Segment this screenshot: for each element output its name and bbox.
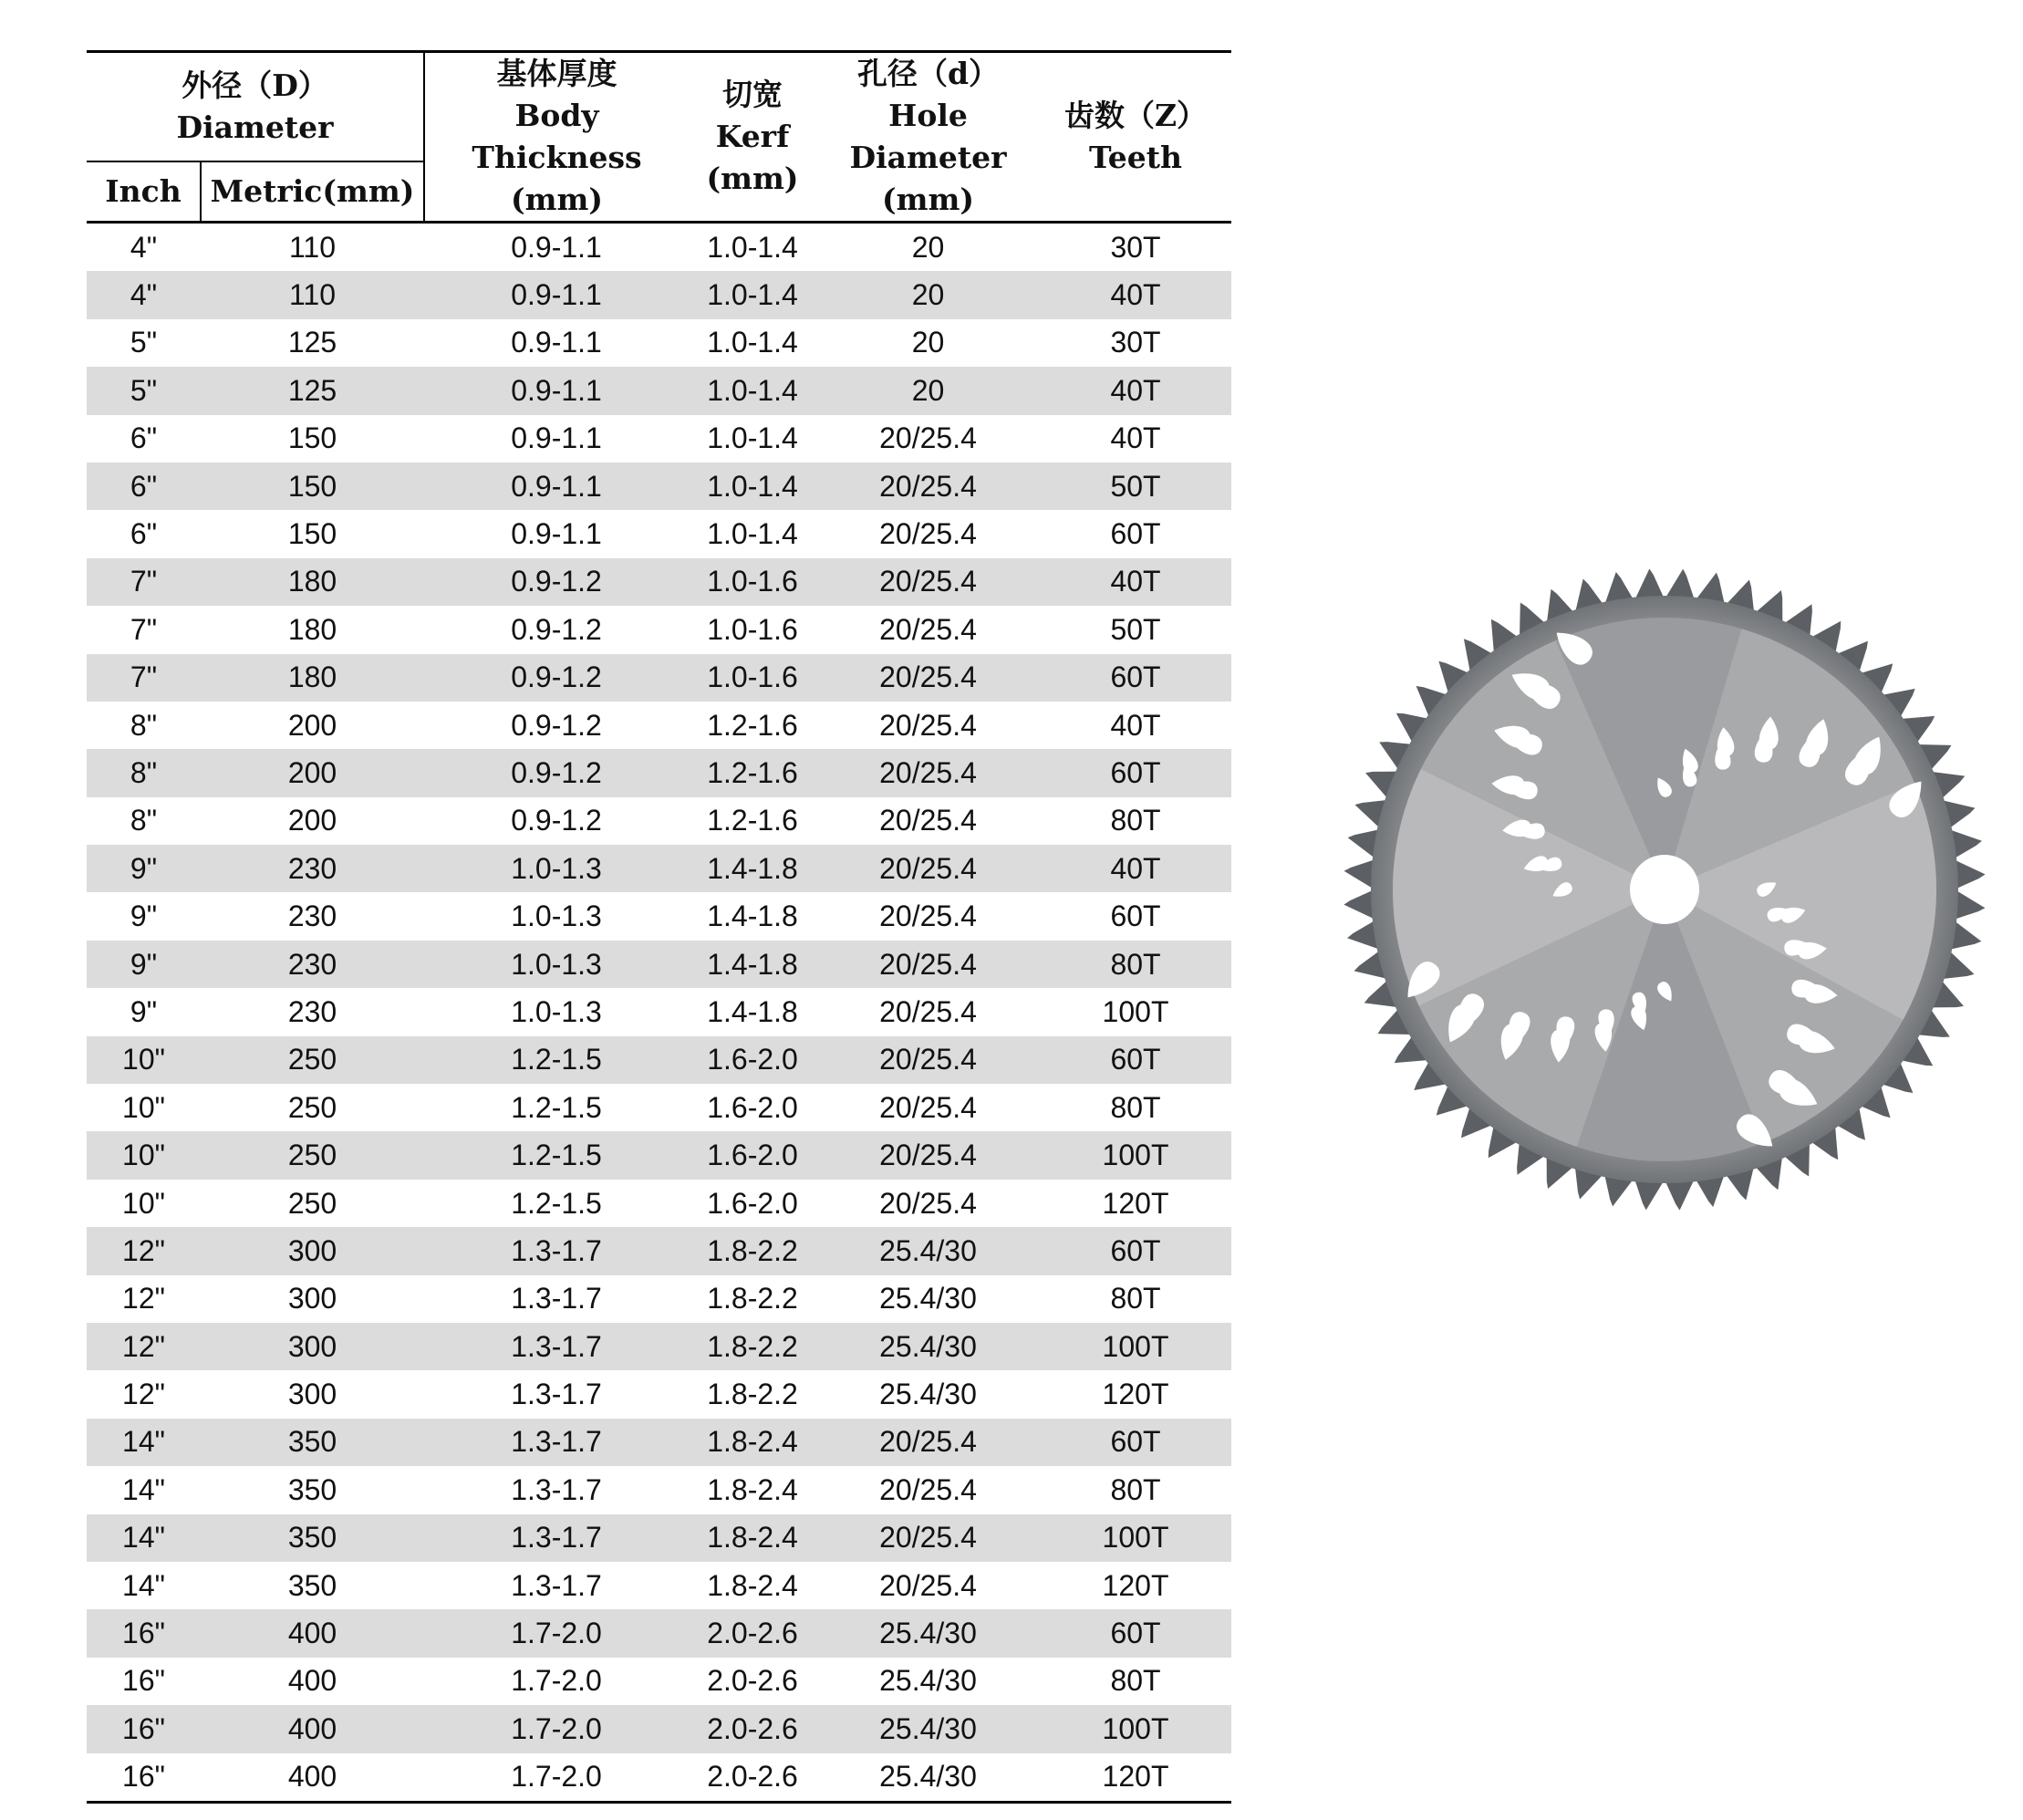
saw-blade-image [1327, 552, 2002, 1227]
cell-inch: 6" [130, 421, 158, 455]
cell-body-thickness: 1.3-1.7 [424, 1227, 689, 1274]
cell-teeth: 50T [1040, 463, 1231, 510]
cell-hole-diameter: 20/25.4 [879, 804, 977, 837]
cell-metric: 230 [201, 941, 424, 988]
table-row [87, 1753, 1231, 1803]
header-teeth-en: Teeth [1089, 140, 1183, 175]
header-body-cn: 基体厚度 [496, 56, 617, 91]
cell-body-thickness: 1.3-1.7 [511, 1472, 602, 1506]
header-body-en: Body Thickness [472, 98, 642, 175]
cell-kerf: 1.0-1.4 [689, 367, 816, 414]
cell-teeth: 40T [1110, 708, 1161, 742]
cell-body-thickness: 1.3-1.7 [424, 1514, 689, 1562]
table-row [87, 271, 1231, 318]
cell-hole-diameter: 20/25.4 [879, 708, 977, 742]
cell-kerf: 1.6-2.0 [689, 1036, 816, 1084]
cell-metric: 350 [287, 1568, 337, 1602]
cell-hole-diameter: 20/25.4 [879, 517, 977, 551]
cell-body-thickness: 0.9-1.2 [511, 708, 602, 742]
cell-body-thickness: 0.9-1.2 [511, 612, 602, 646]
header-kerf-unit: (mm) [706, 161, 799, 196]
cell-hole-diameter: 20/25.4 [816, 654, 1040, 702]
header-teeth [1040, 52, 1231, 223]
cell-kerf: 1.8-2.4 [689, 1514, 816, 1562]
cell-kerf: 1.8-2.2 [689, 1227, 816, 1274]
cell-hole-diameter: 20/25.4 [816, 1419, 1040, 1466]
cell-body-thickness: 0.9-1.1 [424, 463, 689, 510]
cell-body-thickness: 0.9-1.2 [511, 804, 602, 837]
cell-kerf: 1.0-1.4 [689, 271, 816, 318]
cell-inch: 5" [87, 367, 201, 414]
header-inch: Inch [87, 161, 201, 223]
table-row [87, 510, 1231, 557]
cell-metric: 250 [201, 1036, 424, 1084]
cell-body-thickness: 1.3-1.7 [424, 1323, 689, 1370]
cell-teeth: 40T [1040, 271, 1231, 318]
header-diameter [87, 52, 424, 161]
cell-teeth: 60T [1040, 1036, 1231, 1084]
cell-inch: 12" [87, 1227, 201, 1274]
cell-kerf: 1.4-1.8 [707, 994, 798, 1028]
table-row [87, 941, 1231, 988]
cell-kerf: 2.0-2.6 [707, 1760, 798, 1794]
cell-kerf: 1.6-2.0 [689, 1131, 816, 1179]
cell-kerf: 1.8-2.2 [707, 1378, 798, 1411]
table-row [87, 1514, 1231, 1562]
cell-metric: 250 [287, 1090, 337, 1124]
cell-kerf: 2.0-2.6 [689, 1705, 816, 1752]
cell-metric: 125 [287, 326, 337, 359]
cell-metric: 300 [287, 1282, 337, 1316]
cell-metric: 400 [287, 1760, 337, 1794]
cell-inch: 8" [87, 749, 201, 796]
cell-body-thickness: 1.3-1.7 [511, 1282, 602, 1316]
header-hole-en: Hole Diameter [849, 98, 1007, 175]
cell-teeth: 100T [1040, 1131, 1231, 1179]
cell-teeth: 40T [1040, 845, 1231, 892]
table-row [87, 1658, 1231, 1705]
cell-inch: 9" [87, 941, 201, 988]
cell-body-thickness: 1.2-1.5 [511, 1090, 602, 1124]
cell-kerf: 1.0-1.6 [689, 654, 816, 702]
cell-body-thickness: 0.9-1.1 [424, 367, 689, 414]
cell-body-thickness: 1.2-1.5 [511, 1186, 602, 1220]
cell-teeth: 30T [1110, 326, 1161, 359]
cell-inch: 7" [87, 558, 201, 606]
table-row [87, 797, 1231, 845]
cell-kerf: 1.4-1.8 [707, 900, 798, 933]
cell-teeth: 60T [1040, 1227, 1231, 1274]
cell-inch: 6" [87, 463, 201, 510]
cell-inch: 16" [87, 1609, 201, 1657]
table-row [87, 1466, 1231, 1513]
table-row [87, 463, 1231, 510]
cell-inch: 8" [130, 804, 158, 837]
cell-hole-diameter: 20 [911, 230, 945, 264]
cell-kerf: 1.8-2.2 [707, 1282, 798, 1316]
cell-hole-diameter: 20/25.4 [879, 900, 977, 933]
cell-kerf: 2.0-2.6 [707, 1664, 798, 1698]
cell-kerf: 1.4-1.8 [689, 845, 816, 892]
table-row [87, 1609, 1231, 1657]
cell-metric: 200 [287, 804, 337, 837]
cell-kerf: 1.0-1.4 [689, 463, 816, 510]
cell-teeth: 60T [1040, 1609, 1231, 1657]
cell-inch: 14" [122, 1472, 165, 1506]
cell-hole-diameter: 25.4/30 [816, 1705, 1040, 1752]
cell-body-thickness: 1.0-1.3 [511, 994, 602, 1028]
cell-kerf: 1.0-1.6 [689, 558, 816, 606]
cell-metric: 250 [287, 1186, 337, 1220]
cell-metric: 110 [201, 271, 424, 318]
header-hole-diameter [816, 52, 1040, 223]
cell-teeth: 60T [1040, 749, 1231, 796]
cell-metric: 180 [201, 654, 424, 702]
cell-teeth: 100T [1040, 1514, 1231, 1562]
cell-kerf: 1.2-1.6 [707, 708, 798, 742]
cell-body-thickness: 0.9-1.1 [424, 271, 689, 318]
header-diameter-en: Diameter [176, 109, 334, 145]
cell-metric: 300 [201, 1227, 424, 1274]
cell-hole-diameter: 20/25.4 [879, 1186, 977, 1220]
cell-teeth: 60T [1040, 654, 1231, 702]
table-row [87, 415, 1231, 463]
cell-inch: 9" [130, 900, 158, 933]
cell-body-thickness: 1.7-2.0 [424, 1609, 689, 1657]
cell-hole-diameter: 20 [911, 326, 945, 359]
cell-inch: 4" [87, 271, 201, 318]
cell-body-thickness: 1.2-1.5 [424, 1036, 689, 1084]
cell-teeth: 80T [1110, 1664, 1161, 1698]
cell-kerf: 1.2-1.6 [689, 749, 816, 796]
cell-metric: 350 [287, 1472, 337, 1506]
cell-hole-diameter: 20/25.4 [879, 994, 977, 1028]
header-kerf-cn: 切宽 [722, 77, 783, 112]
cell-body-thickness: 0.9-1.2 [424, 749, 689, 796]
table-row [87, 367, 1231, 414]
cell-teeth: 120T [1102, 1378, 1169, 1411]
cell-metric: 150 [287, 421, 337, 455]
cell-inch: 10" [122, 1090, 165, 1124]
header-hole-unit: (mm) [881, 182, 975, 217]
cell-metric: 230 [287, 900, 337, 933]
table-row [87, 1036, 1231, 1084]
cell-teeth: 100T [1040, 1705, 1231, 1752]
table-row [87, 1323, 1231, 1370]
cell-metric: 230 [201, 845, 424, 892]
cell-hole-diameter: 20/25.4 [816, 463, 1040, 510]
cell-body-thickness: 1.7-2.0 [511, 1664, 602, 1698]
cell-inch: 16" [122, 1760, 165, 1794]
cell-hole-diameter: 25.4/30 [879, 1378, 977, 1411]
cell-teeth: 100T [1102, 994, 1169, 1028]
cell-kerf: 1.0-1.4 [707, 326, 798, 359]
cell-inch: 9" [130, 994, 158, 1028]
cell-inch: 4" [130, 230, 158, 264]
cell-body-thickness: 1.0-1.3 [424, 941, 689, 988]
cell-metric: 110 [289, 230, 337, 264]
cell-inch: 14" [87, 1514, 201, 1562]
cell-teeth: 120T [1102, 1186, 1169, 1220]
table-row [87, 606, 1231, 653]
cell-kerf: 1.8-2.2 [689, 1323, 816, 1370]
cell-metric: 180 [201, 558, 424, 606]
table-row [87, 223, 1231, 272]
cell-body-thickness: 1.7-2.0 [424, 1705, 689, 1752]
cell-inch: 12" [87, 1323, 201, 1370]
header-kerf-en: Kerf [715, 119, 790, 154]
cell-teeth: 50T [1110, 612, 1161, 646]
table-row [87, 319, 1231, 367]
cell-teeth: 60T [1110, 517, 1161, 551]
cell-metric: 400 [201, 1705, 424, 1752]
cell-kerf: 1.0-1.4 [707, 517, 798, 551]
spec-table [87, 50, 1231, 1804]
cell-metric: 180 [287, 612, 337, 646]
cell-hole-diameter: 20/25.4 [879, 612, 977, 646]
table-row [87, 558, 1231, 606]
cell-hole-diameter: 20/25.4 [879, 421, 977, 455]
cell-metric: 250 [201, 1131, 424, 1179]
cell-metric: 125 [201, 367, 424, 414]
cell-body-thickness: 0.9-1.1 [511, 517, 602, 551]
cell-hole-diameter: 20/25.4 [816, 1036, 1040, 1084]
cell-teeth: 60T [1110, 900, 1161, 933]
table-row [87, 654, 1231, 702]
table-row [87, 892, 1231, 940]
cell-inch: 16" [122, 1664, 165, 1698]
cell-hole-diameter: 20/25.4 [879, 1090, 977, 1124]
header-body-thickness [424, 52, 689, 223]
cell-inch: 6" [130, 517, 158, 551]
cell-teeth: 80T [1110, 1090, 1161, 1124]
header-diameter-cn: 外径（D） [182, 67, 328, 103]
cell-hole-diameter: 20/25.4 [816, 558, 1040, 606]
cell-hole-diameter: 20/25.4 [816, 845, 1040, 892]
table-row [87, 702, 1231, 749]
cell-metric: 200 [201, 749, 424, 796]
cell-metric: 400 [287, 1664, 337, 1698]
cell-inch: 8" [130, 708, 158, 742]
cell-metric: 200 [287, 708, 337, 742]
cell-inch: 7" [130, 612, 158, 646]
cell-hole-diameter: 20/25.4 [879, 1568, 977, 1602]
cell-body-thickness: 0.9-1.1 [511, 326, 602, 359]
table-row [87, 749, 1231, 796]
cell-kerf: 1.8-2.4 [707, 1568, 798, 1602]
cell-inch: 7" [87, 654, 201, 702]
table-row [87, 1370, 1231, 1418]
cell-teeth: 40T [1040, 558, 1231, 606]
table-row [87, 1562, 1231, 1609]
table-row [87, 845, 1231, 892]
cell-kerf: 1.8-2.4 [707, 1472, 798, 1506]
table-row [87, 1275, 1231, 1323]
cell-inch: 12" [122, 1378, 165, 1411]
header-teeth-cn: 齿数（Z） [1063, 98, 1208, 133]
cell-body-thickness: 1.0-1.3 [511, 900, 602, 933]
table-row [87, 1131, 1231, 1179]
cell-teeth: 100T [1040, 1323, 1231, 1370]
blade-arbor-hole [1630, 855, 1699, 924]
cell-body-thickness: 0.9-1.2 [424, 558, 689, 606]
cell-hole-diameter: 20/25.4 [816, 1514, 1040, 1562]
cell-metric: 230 [287, 994, 337, 1028]
cell-body-thickness: 1.3-1.7 [511, 1378, 602, 1411]
cell-teeth: 80T [1040, 941, 1231, 988]
cell-hole-diameter: 20 [816, 271, 1040, 318]
table-row [87, 1084, 1231, 1131]
cell-kerf: 1.0-1.4 [707, 421, 798, 455]
cell-kerf: 1.2-1.6 [707, 804, 798, 837]
header-metric: Metric(mm) [201, 161, 424, 223]
cell-body-thickness: 1.7-2.0 [511, 1760, 602, 1794]
cell-inch: 14" [87, 1419, 201, 1466]
cell-inch: 10" [87, 1131, 201, 1179]
cell-teeth: 80T [1110, 1472, 1161, 1506]
cell-kerf: 1.4-1.8 [689, 941, 816, 988]
cell-inch: 16" [87, 1705, 201, 1752]
cell-metric: 150 [287, 517, 337, 551]
header-kerf [689, 52, 816, 223]
cell-metric: 400 [201, 1609, 424, 1657]
cell-teeth: 40T [1110, 421, 1161, 455]
cell-teeth: 80T [1110, 1282, 1161, 1316]
cell-metric: 150 [201, 463, 424, 510]
cell-inch: 12" [122, 1282, 165, 1316]
table-row [87, 1227, 1231, 1274]
cell-inch: 10" [87, 1036, 201, 1084]
table-row [87, 1705, 1231, 1752]
cell-hole-diameter: 25.4/30 [816, 1227, 1040, 1274]
cell-hole-diameter: 20/25.4 [879, 1472, 977, 1506]
cell-teeth: 40T [1040, 367, 1231, 414]
cell-teeth: 30T [1110, 230, 1161, 264]
cell-body-thickness: 1.0-1.3 [424, 845, 689, 892]
table-header [87, 52, 1231, 223]
cell-kerf: 1.8-2.4 [689, 1419, 816, 1466]
cell-hole-diameter: 25.4/30 [879, 1282, 977, 1316]
header-hole-cn: 孔径（d） [856, 56, 1000, 91]
cell-teeth: 60T [1040, 1419, 1231, 1466]
cell-hole-diameter: 20 [816, 367, 1040, 414]
table-row [87, 1419, 1231, 1466]
cell-kerf: 1.0-1.4 [707, 230, 798, 264]
cell-kerf: 1.6-2.0 [707, 1186, 798, 1220]
cell-body-thickness: 1.3-1.7 [424, 1419, 689, 1466]
table-body [87, 223, 1231, 1803]
cell-body-thickness: 0.9-1.2 [424, 654, 689, 702]
cell-inch: 9" [87, 845, 201, 892]
cell-hole-diameter: 25.4/30 [816, 1323, 1040, 1370]
cell-kerf: 2.0-2.6 [689, 1609, 816, 1657]
cell-kerf: 1.0-1.6 [707, 612, 798, 646]
cell-body-thickness: 1.3-1.7 [511, 1568, 602, 1602]
cell-hole-diameter: 20/25.4 [816, 1131, 1040, 1179]
cell-metric: 300 [201, 1323, 424, 1370]
cell-teeth: 120T [1102, 1760, 1169, 1794]
cell-teeth: 120T [1102, 1568, 1169, 1602]
table-row [87, 988, 1231, 1035]
cell-hole-diameter: 25.4/30 [879, 1664, 977, 1698]
cell-metric: 300 [287, 1378, 337, 1411]
cell-teeth: 80T [1110, 804, 1161, 837]
cell-hole-diameter: 25.4/30 [816, 1609, 1040, 1657]
cell-body-thickness: 1.2-1.5 [424, 1131, 689, 1179]
cell-inch: 5" [130, 326, 158, 359]
cell-kerf: 1.6-2.0 [707, 1090, 798, 1124]
cell-hole-diameter: 20/25.4 [816, 749, 1040, 796]
cell-metric: 350 [201, 1514, 424, 1562]
cell-metric: 350 [201, 1419, 424, 1466]
cell-inch: 10" [122, 1186, 165, 1220]
cell-hole-diameter: 25.4/30 [879, 1760, 977, 1794]
table-row [87, 1180, 1231, 1227]
cell-body-thickness: 0.9-1.1 [511, 230, 602, 264]
cell-hole-diameter: 20/25.4 [816, 941, 1040, 988]
cell-body-thickness: 0.9-1.1 [511, 421, 602, 455]
cell-inch: 14" [122, 1568, 165, 1602]
header-body-unit: (mm) [510, 182, 604, 217]
